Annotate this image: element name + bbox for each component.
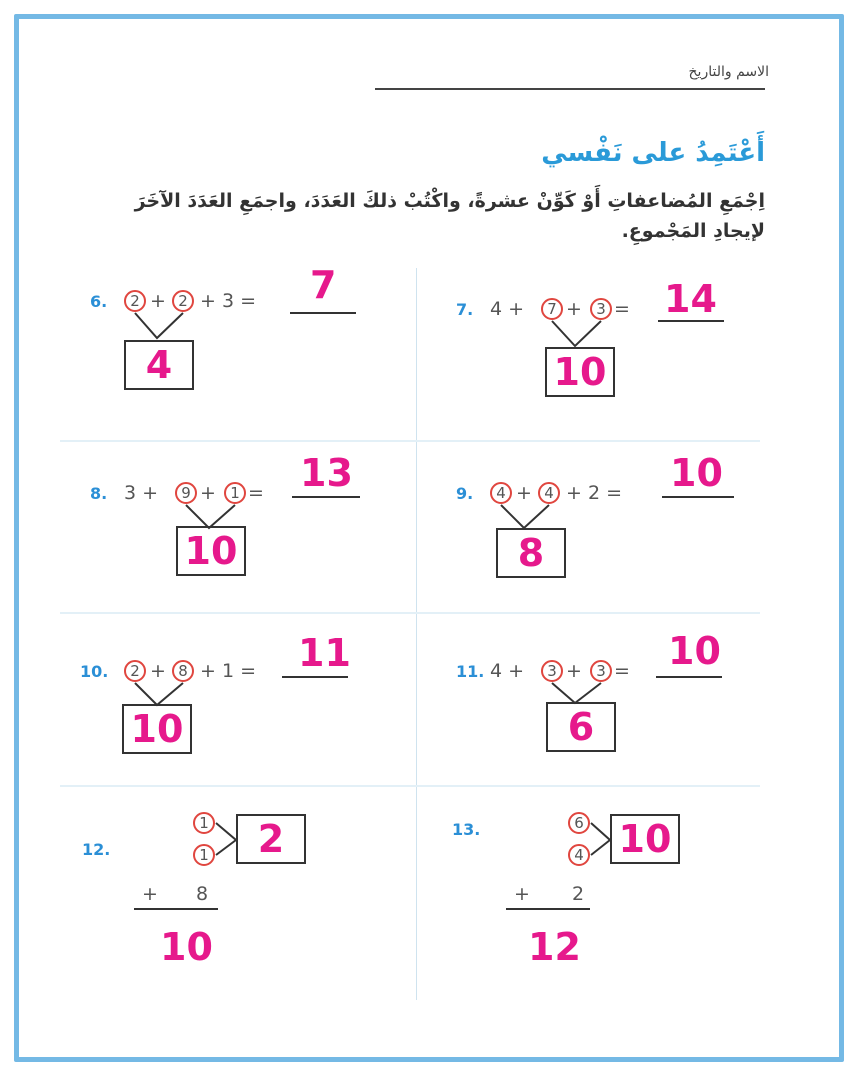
problem-number: 6. <box>90 292 108 311</box>
circled-addend: 6 <box>568 812 590 834</box>
answer-line <box>656 676 722 678</box>
plus-sign: + <box>514 883 530 905</box>
answer-line <box>282 676 348 678</box>
answer: 10 <box>668 629 721 673</box>
circled-addend: 2 <box>124 660 146 682</box>
sum-box: 10 <box>545 347 615 397</box>
sum-line <box>134 908 218 910</box>
answer-line <box>662 496 734 498</box>
row-divider <box>60 785 760 787</box>
answer: 13 <box>300 451 353 495</box>
answer: 10 <box>670 451 723 495</box>
sum-box: 2 <box>236 814 306 864</box>
answer: 14 <box>664 277 717 321</box>
plus-sign: + <box>142 883 158 905</box>
circled-addend: 3 <box>590 660 612 682</box>
name-date-line <box>375 88 765 90</box>
problem-number: 9. <box>456 484 474 503</box>
circled-addend: 3 <box>590 298 612 320</box>
circled-addend: 2 <box>124 290 146 312</box>
problem-number: 11. <box>456 662 485 681</box>
third-addend: 8 <box>196 883 209 905</box>
problem-number: 12. <box>82 840 111 859</box>
circled-addend: 9 <box>175 482 197 504</box>
circled-addend: 4 <box>490 482 512 504</box>
leading-addend: 4 + <box>490 660 525 682</box>
sum-box: 10 <box>176 526 246 576</box>
answer: 7 <box>310 263 337 307</box>
sum-box: 4 <box>124 340 194 390</box>
name-date-label: الاسم والتاريخ <box>688 64 769 80</box>
circled-addend: 3 <box>541 660 563 682</box>
circled-addend: 1 <box>224 482 246 504</box>
circled-addend: 7 <box>541 298 563 320</box>
equation-rest: = <box>248 482 264 504</box>
answer-line <box>292 496 360 498</box>
answer: 11 <box>298 631 351 675</box>
sum-box: 10 <box>610 814 680 864</box>
problem-number: 10. <box>80 662 109 681</box>
instructions: اِجْمَعِ المُضاعفاتِ أَوْ كَوِّنْ عشرةً، واكْتُبْ ذلكَ العَدَدَ، واجمَعِ العَدَدَ الآخَرَ لإيجادِ المَجْموعِ. <box>134 190 765 242</box>
plus-sign: + <box>566 298 582 320</box>
circled-addend: 1 <box>193 844 215 866</box>
problem-number: 8. <box>90 484 108 503</box>
circled-addend: 4 <box>568 844 590 866</box>
equation-rest: + 3 = <box>200 290 257 312</box>
answer-line <box>290 312 356 314</box>
leading-addend: 4 + <box>490 298 525 320</box>
third-addend: 2 <box>572 883 585 905</box>
answer: 12 <box>528 925 581 969</box>
plus-sign: + <box>150 660 166 682</box>
plus-sign: + <box>200 482 216 504</box>
answer-line <box>658 320 724 322</box>
sum-box: 10 <box>122 704 192 754</box>
equation-rest: = <box>614 660 630 682</box>
leading-addend: 3 + <box>124 482 159 504</box>
sum-box: 8 <box>496 528 566 578</box>
column-divider <box>416 268 417 1000</box>
plus-sign: + <box>516 482 532 504</box>
circled-addend: 4 <box>538 482 560 504</box>
bracket-connector <box>0 0 1 1</box>
row-divider <box>60 612 760 614</box>
plus-sign: + <box>150 290 166 312</box>
worksheet-frame <box>14 14 844 1062</box>
equation-rest: = <box>614 298 630 320</box>
circled-addend: 8 <box>172 660 194 682</box>
row-divider <box>60 440 760 442</box>
problem-number: 13. <box>452 820 481 839</box>
sum-box: 6 <box>546 702 616 752</box>
equation-rest: + 2 = <box>566 482 623 504</box>
equation-rest: + 1 = <box>200 660 257 682</box>
circled-addend: 1 <box>193 812 215 834</box>
sum-line <box>506 908 590 910</box>
problem-number: 7. <box>456 300 474 319</box>
worksheet-title: أَعْتَمِدُ على نَفْسي <box>541 138 765 168</box>
answer: 10 <box>160 925 213 969</box>
plus-sign: + <box>566 660 582 682</box>
circled-addend: 2 <box>172 290 194 312</box>
